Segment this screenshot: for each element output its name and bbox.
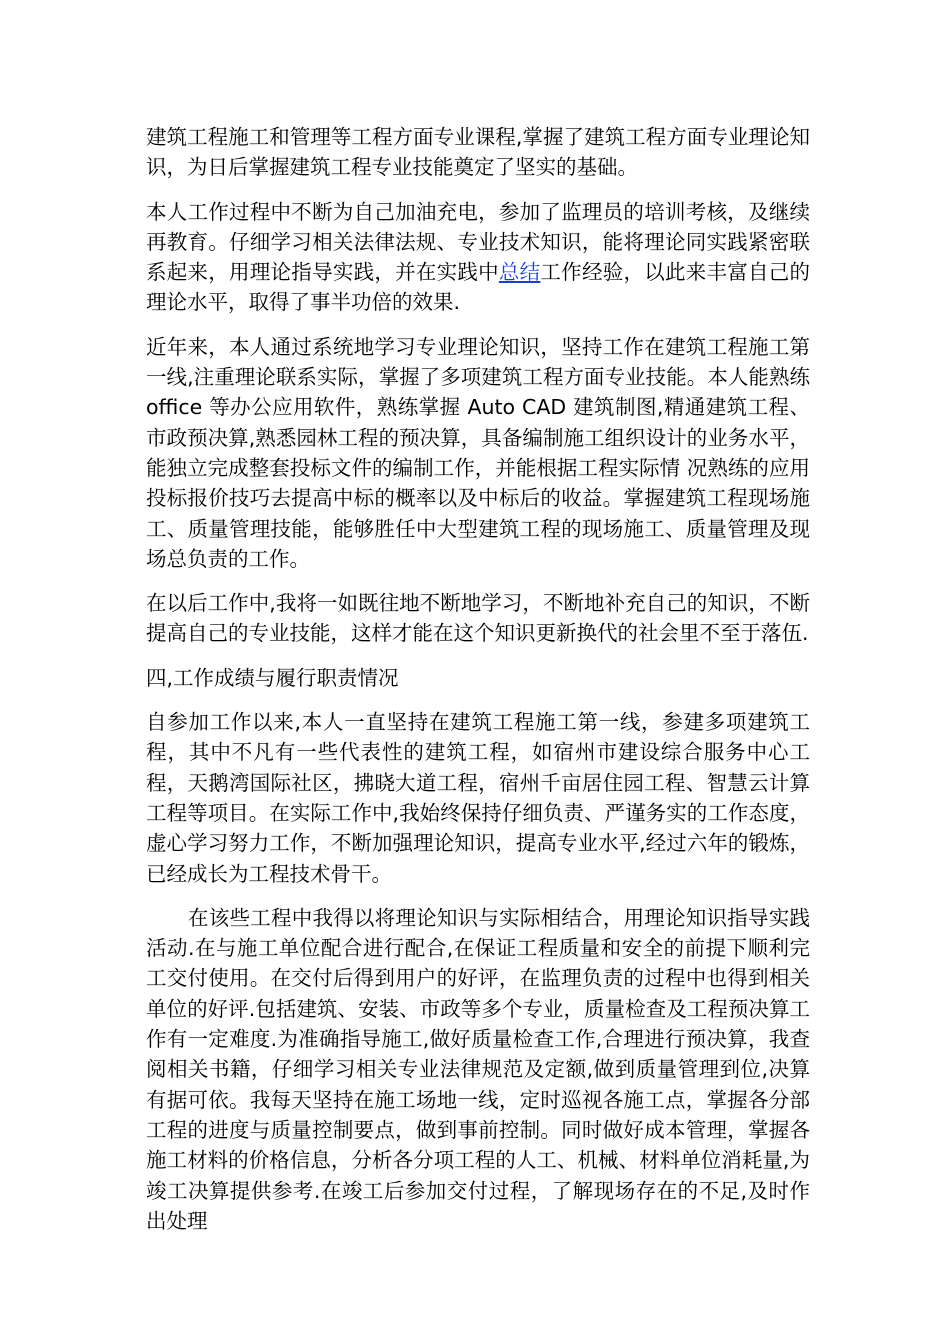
paragraph-future-work: 在以后工作中,我将一如既往地不断地学习，不断地补充自己的知识，不断提高自己的专业技能，这样才能在这个知识更新换代的社会里不至于落伍. (146, 591, 810, 646)
section-heading-achievements: 四,工作成绩与履行职责情况 (146, 665, 399, 690)
summary-link[interactable]: 总结 (498, 260, 541, 285)
paragraph-self-improvement-before: 本人工作过程中不断为自己加油充电，参加了监理员的培训考核，及继续再教育。仔细学习相关法律法规、专业技术知识，能将理论同实践紧密联系起来，用理论指导实践，并在实践中 (146, 199, 810, 285)
paragraph-self-improvement (146, 197, 810, 318)
document-body (146, 122, 810, 1250)
paragraph-course-study: 建筑工程施工和管理等工程方面专业课程,掌握了建筑工程方面专业理论知识，为日后掌握建筑工程专业技能奠定了坚实的基础。 (146, 125, 810, 180)
paragraph-recent-years: 近年来，本人通过系统地学习专业理论知识，坚持工作在建筑工程施工第一线,注重理论联系实际，掌握了多项建筑工程方面专业技能。本人能熟练 office 等办公应用软件，熟练掌握 Auto CAD 建筑制图,精通建筑工程、市政预决算,熟悉园林工程的预决算，具备编制施工组织设计的业务水平，能独立完成整套投标文件的编制工作，并能根据工程实际情 况熟练的应用投标报价技巧去提高中标的概率以及中标后的收益。掌握建筑工程现场施工、质量管理技能，能够胜任中大型建筑工程的现场施工、质量管理及现场总负责的工作。 (146, 334, 810, 571)
paragraph-self-improvement-after: 工作经验，以此来丰富自己的理论水平，取得了事半功倍的效果. (146, 260, 811, 315)
paragraph-project-practice: 在该些工程中我得以将理论知识与实际相结合，用理论知识指导实践活动.在与施工单位配合进行配合,在保证工程质量和安全的前提下顺利完工交付使用。在交付后得到用户的好评，在监理负责的过程中也得到相关单位的好评.包括建筑、安装、市政等多个专业，质量检查及工程预决算工作有一定难度.为准确指导施工,做好质量检查工作,合理进行预决算，我查阅相关书籍，仔细学习相关专业法律规范及定额,做到质量管理到位,决算有据可依。我每天坚持在施工场地一线，定时巡视各施工点，掌握各分部工程的进度与质量控制要点，做到事前控制。同时做好成本管理，掌握各施工材料的价格信息，分析各分项工程的人工、机械、材料单位消耗量,为竣工决算提供参考.在竣工后参加交付过程，了解现场存在的不足,及时作出处理 (146, 905, 810, 1233)
paragraph-work-since-joining: 自参加工作以来,本人一直坚持在建筑工程施工第一线，参建多项建筑工程，其中不凡有一些代表性的建筑工程，如宿州市建设综合服务中心工程，天鹅湾国际社区，拂晓大道工程，宿州千亩居住园工程、智慧云计算工程等项目。在实际工作中,我始终保持仔细负责、严谨务实的工作态度，虚心学习努力工作，不断加强理论知识，提高专业水平,经过六年的锻炼，已经成长为工程技术骨干。 (146, 710, 810, 886)
